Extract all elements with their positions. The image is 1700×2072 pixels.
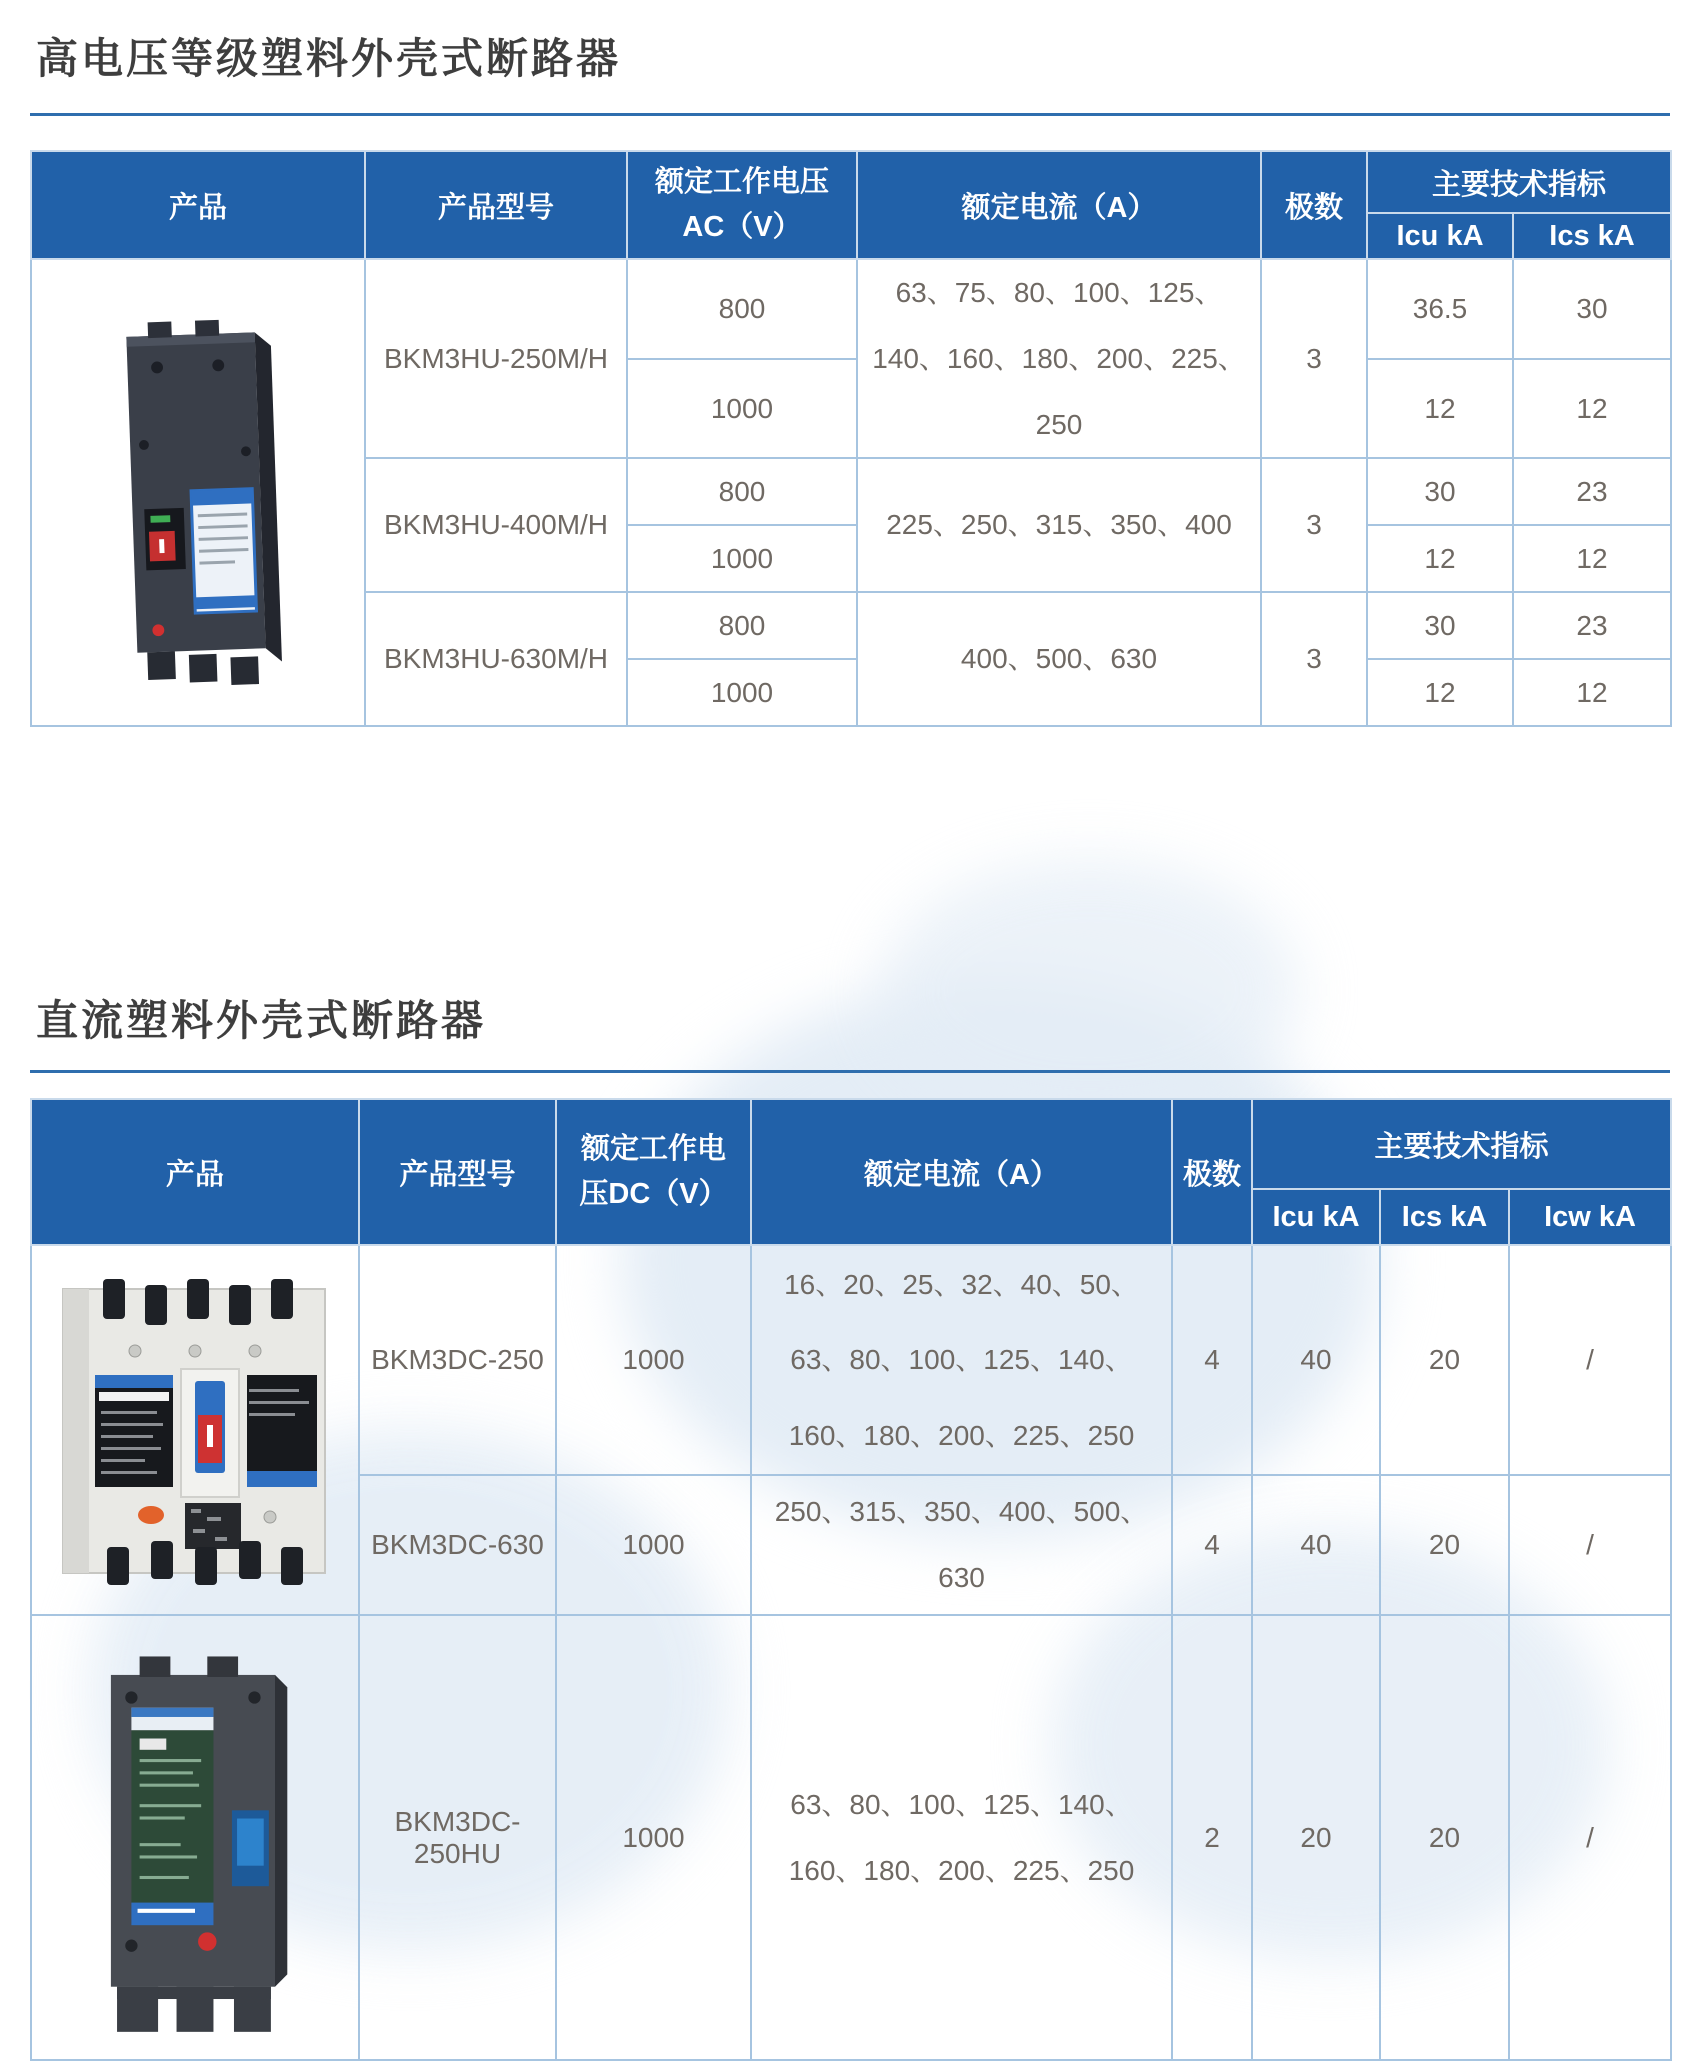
icw-cell: / — [1509, 1475, 1671, 1615]
model-cell: BKM3DC-250 — [359, 1245, 556, 1475]
current-cell: 63、75、80、100、125、140、160、180、200、225、250 — [857, 259, 1261, 458]
icw-cell: / — [1509, 1615, 1671, 2060]
voltage-cell: 1000 — [627, 359, 857, 459]
col-header-poles: 极数 — [1261, 151, 1367, 259]
model-cell: BKM3DC-630 — [359, 1475, 556, 1615]
icu-cell: 40 — [1252, 1475, 1380, 1615]
ics-cell: 23 — [1513, 592, 1671, 659]
current-cell: 63、80、100、125、140、160、180、200、225、250 — [751, 1615, 1172, 2060]
voltage-cell: 1000 — [627, 659, 857, 726]
section1-title: 高电压等级塑料外壳式断路器 — [36, 35, 622, 82]
current-cell: 16、20、25、32、40、50、63、80、100、125、140、160、180、200、225、250 — [751, 1245, 1172, 1475]
col-header-voltage — [627, 151, 857, 259]
poles-cell: 4 — [1172, 1245, 1252, 1475]
voltage-header-line1: 额定工作电 — [580, 1133, 726, 1166]
current-cell: 400、500、630 — [857, 592, 1261, 726]
table-row — [31, 259, 1671, 359]
icu-cell: 30 — [1367, 458, 1513, 525]
product-photo-cell — [31, 1245, 359, 1615]
poles-cell: 4 — [1172, 1475, 1252, 1615]
icu-cell: 40 — [1252, 1245, 1380, 1475]
icu-cell: 12 — [1367, 525, 1513, 592]
dc-breaker-table — [30, 1098, 1672, 2061]
icu-cell: 20 — [1252, 1615, 1380, 2060]
col-header-current: 额定电流（A） — [751, 1099, 1172, 1245]
icu-cell: 36.5 — [1367, 259, 1513, 359]
ics-cell: 12 — [1513, 359, 1671, 459]
icw-cell: / — [1509, 1245, 1671, 1475]
section2-title: 直流塑料外壳式断路器 — [36, 997, 487, 1044]
col-header-icu: Icu kA — [1367, 213, 1513, 259]
poles-cell: 3 — [1261, 458, 1367, 592]
icu-cell: 12 — [1367, 659, 1513, 726]
voltage-cell: 800 — [627, 592, 857, 659]
col-header-model: 产品型号 — [359, 1099, 556, 1245]
ics-cell: 20 — [1380, 1615, 1509, 2060]
breaker-2pole-image — [80, 1638, 310, 2038]
col-header-tech: 主要技术指标 — [1367, 151, 1671, 213]
col-header-current: 额定电流（A） — [857, 151, 1261, 259]
table-row — [31, 1615, 1671, 2060]
product-photo-cell — [31, 1615, 359, 2060]
voltage-cell: 1000 — [556, 1475, 751, 1615]
voltage-header-line1: 额定工作电压 — [654, 166, 829, 199]
icu-cell: 30 — [1367, 592, 1513, 659]
voltage-cell: 1000 — [556, 1615, 751, 2060]
poles-cell: 2 — [1172, 1615, 1252, 2060]
col-header-product: 产品 — [31, 151, 365, 259]
col-header-voltage — [556, 1099, 751, 1245]
col-header-icw: Icw kA — [1509, 1189, 1671, 1245]
poles-cell: 3 — [1261, 592, 1367, 726]
col-header-ics: Ics kA — [1513, 213, 1671, 259]
ics-cell: 23 — [1513, 458, 1671, 525]
ics-cell: 12 — [1513, 659, 1671, 726]
breaker-4pole-image — [55, 1265, 335, 1595]
col-header-product: 产品 — [31, 1099, 359, 1245]
col-header-icu: Icu kA — [1252, 1189, 1380, 1245]
voltage-cell: 800 — [627, 458, 857, 525]
hv-breaker-table — [30, 150, 1672, 727]
current-cell: 225、250、315、350、400 — [857, 458, 1261, 592]
voltage-header-line2: AC（V） — [682, 211, 802, 243]
model-cell: BKM3HU-630M/H — [365, 592, 627, 726]
section1-title-rule — [30, 113, 1670, 116]
table-row — [31, 1245, 1671, 1475]
voltage-cell: 1000 — [627, 525, 857, 592]
ics-cell: 12 — [1513, 525, 1671, 592]
voltage-cell: 1000 — [556, 1245, 751, 1475]
col-header-model: 产品型号 — [365, 151, 627, 259]
poles-cell: 3 — [1261, 259, 1367, 458]
col-header-ics: Ics kA — [1380, 1189, 1509, 1245]
icu-cell: 12 — [1367, 359, 1513, 459]
current-cell: 250、315、350、400、500、630 — [751, 1475, 1172, 1615]
model-cell: BKM3DC-250HU — [359, 1615, 556, 2060]
ics-cell: 20 — [1380, 1475, 1509, 1615]
model-cell: BKM3HU-400M/H — [365, 458, 627, 592]
ics-cell: 20 — [1380, 1245, 1509, 1475]
ics-cell: 30 — [1513, 259, 1671, 359]
breaker-3pole-image — [98, 295, 298, 690]
voltage-cell: 800 — [627, 259, 857, 359]
section2-title-rule — [30, 1070, 1670, 1073]
col-header-poles: 极数 — [1172, 1099, 1252, 1245]
model-cell: BKM3HU-250M/H — [365, 259, 627, 458]
col-header-tech: 主要技术指标 — [1252, 1099, 1671, 1189]
product-photo-cell — [31, 259, 365, 726]
voltage-header-line2: 压DC（V） — [579, 1178, 728, 1210]
